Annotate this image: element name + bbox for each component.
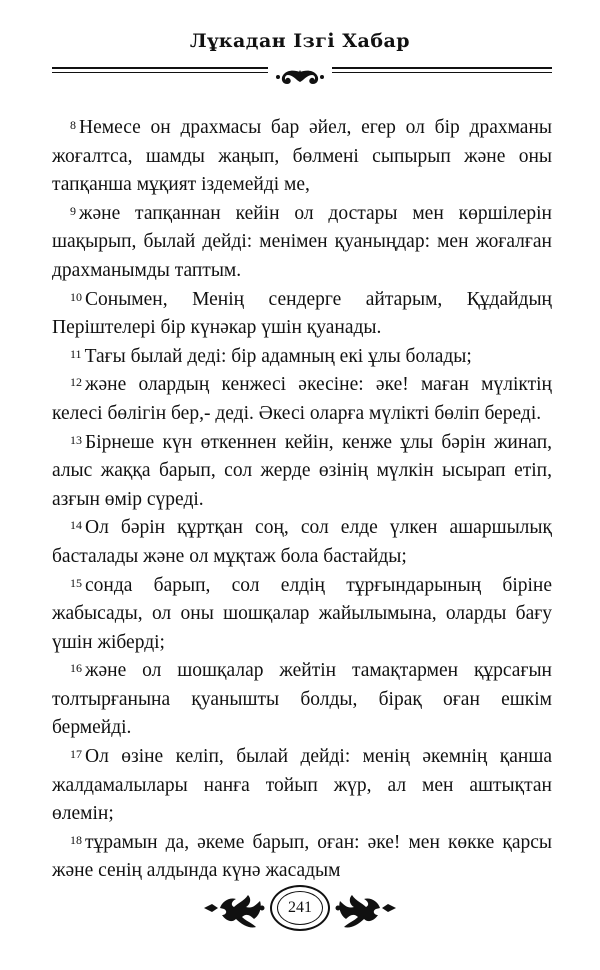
- page-footer: [200, 875, 400, 945]
- verse-text: Тағы былай деді: бір адамның екі ұлы болады;: [84, 345, 472, 367]
- verse-text: тұрамын да, әкеме барып, оған: әке! мен көкке қарсы және сенің алдында күнә жасадым: [52, 831, 552, 882]
- verse-number: 18: [70, 832, 82, 847]
- verse-number: 9: [70, 203, 76, 218]
- verse-text: Ол бәрін құртқан соң, сол елде үлкен ашаршылық басталады және ол мұқтаж бола бастайды;: [52, 517, 552, 567]
- verse-text: Ол өзіне келіп, былай дейді: менің әкемнің қанша жалдамалылары нанға тойып жүр, ал мен аштықтан өлемін;: [52, 746, 552, 825]
- verse-number: 14: [70, 518, 82, 533]
- page-number-frame: [270, 885, 330, 931]
- verse-12: [52, 371, 552, 428]
- verse-10: [52, 286, 552, 343]
- verse-number: 12: [70, 375, 82, 390]
- verse-text: Бірнеше күн өткеннен кейін, кенже ұлы бәрін жинап, алыс жаққа барып, сол жерде өзінің мүлкін ысырап етіп, азғын өмір сүреді.: [52, 431, 552, 510]
- verse-number: 8: [70, 118, 76, 132]
- scripture-body: [52, 114, 552, 886]
- verse-9: [52, 200, 552, 286]
- verse-15: [52, 572, 552, 658]
- verse-text: сонда барып, сол елдің тұрғындарының біріне жабысады, ол оны шошқалар жайылымына, оларды бағу үшін жіберді;: [52, 574, 552, 653]
- verse-number: 13: [70, 432, 82, 447]
- verse-14: [52, 514, 552, 571]
- page-number: 241: [277, 891, 323, 925]
- verse-number: 16: [70, 661, 82, 676]
- running-header-title: Лұкадан Ізгі Хабар: [189, 30, 411, 52]
- verse-8: [52, 114, 552, 200]
- verse-text: Сонымен, Менің сендерге айтарым, Құдайдың Періштелері бір күнәкар үшін қуанады.: [52, 288, 552, 339]
- verse-11: [52, 343, 552, 372]
- verse-number: 15: [70, 575, 82, 590]
- verse-13: [52, 429, 552, 515]
- verse-number: 10: [70, 289, 82, 304]
- verse-text: Немесе он драхмасы бар әйел, егер ол бір драхманы жоғалтса, шамды жаңып, бөлмені сыпырып және оны тапқанша мұқият іздемейді ме,: [52, 117, 552, 196]
- verse-number: 11: [70, 346, 82, 361]
- verse-text: және тапқаннан кейін ол достары мен көршілерін шақырып, былай дейді: менімен қуаныңдар: мен жоғалған драхманымды таптым.: [52, 202, 552, 281]
- header-ornament-icon: [268, 66, 332, 88]
- verse-number: 17: [70, 747, 82, 762]
- verse-text: және ол шошқалар жейтін тамақтармен құрсағын толтырғанына қуанышты болды, бірақ оған ешкім бермейді.: [52, 660, 552, 739]
- verse-16: [52, 657, 552, 743]
- verse-17: [52, 743, 552, 829]
- verse-text: және олардың кенжесі әкесіне: әке! маған мүліктің келесі бөлігін бер,- деді. Әкесі оларға мүлікті бөліп береді.: [52, 374, 552, 424]
